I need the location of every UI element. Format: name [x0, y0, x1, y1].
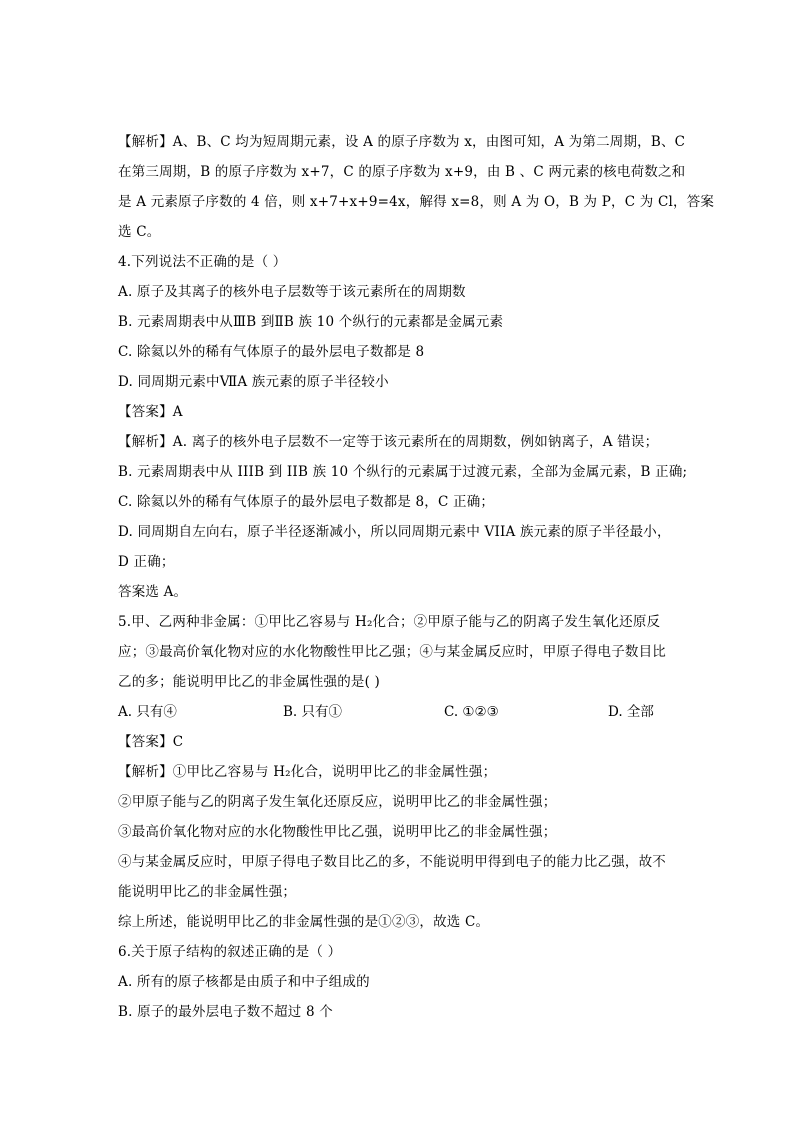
- explanation-line: D 正确；: [118, 554, 175, 570]
- option-d: D. 同周期元素中ⅦA 族元素的原子半径较小: [118, 374, 389, 390]
- explanation-line: 【解析】A、B、C 均为短周期元素，设 A 的原子序数为 x，由图可知，A 为第二周期，B、C: [118, 134, 686, 150]
- question-stem: 6.关于原子结构的叙述正确的是（ ）: [118, 944, 342, 960]
- option-a: A. 原子及其离子的核外电子层数等于该元素所在的周期数: [118, 284, 466, 300]
- explanation-line: 综上所述，能说明甲比乙的非金属性强的是①②③，故选 C。: [118, 914, 490, 930]
- explanation-line: D. 同周期自左向右，原子半径逐渐减小，所以同周期元素中 VIIA 族元素的原子半径最小，: [118, 524, 671, 540]
- question-stem: 4.下列说法不正确的是（ ）: [118, 254, 287, 270]
- question-stem: 乙的多；能说明甲比乙的非金属性强的是( ): [118, 674, 381, 690]
- answer-label: 【答案】C: [118, 734, 184, 750]
- option-b: B. 原子的最外层电子数不超过 8 个: [118, 1004, 333, 1020]
- option-a: A. 只有④: [118, 704, 177, 720]
- explanation-line: 选 C。: [118, 224, 161, 240]
- answer-label: 【答案】A: [118, 404, 183, 420]
- explanation-line: C. 除氦以外的稀有气体原子的最外层电子数都是 8，C 正确；: [118, 494, 495, 510]
- option-c: C. ①②③: [444, 704, 499, 720]
- option-c: C. 除氦以外的稀有气体原子的最外层电子数都是 8: [118, 344, 425, 360]
- option-b: B. 只有①: [283, 704, 343, 720]
- option-b: B. 元素周期表中从ⅢB 到ⅡB 族 10 个纵行的元素都是金属元素: [118, 314, 504, 330]
- question-stem: 5.甲、乙两种非金属：①甲比乙容易与 H₂化合；②甲原子能与乙的阴离子发生氧化还原反: [118, 614, 661, 630]
- explanation-line: 【解析】①甲比乙容易与 H₂化合，说明甲比乙的非金属性强；: [118, 764, 497, 780]
- explanation-line: 答案选 A。: [118, 584, 188, 600]
- option-d: D. 全部: [608, 704, 654, 720]
- explanation-line: B. 元素周期表中从 IIIB 到 IIB 族 10 个纵行的元素属于过渡元素，全部为金属元素，B 正确;: [118, 464, 688, 480]
- explanation-line: 在第三周期，B 的原子序数为 x+7，C 的原子序数为 x+9，由 B 、C 两元素的核电荷数之和: [118, 164, 686, 180]
- explanation-line: ③最高价氧化物对应的水化物酸性甲比乙强，说明甲比乙的非金属性强；: [118, 824, 557, 840]
- option-a: A. 所有的原子核都是由质子和中子组成的: [118, 974, 370, 990]
- explanation-line: 是 A 元素原子序数的 4 倍，则 x+7+x+9=4x，解得 x=8，则 A 为 O，B 为 P，C 为 Cl，答案: [118, 194, 715, 210]
- explanation-line: 【解析】A. 离子的核外电子层数不一定等于该元素所在的周期数，例如钠离子，A 错误；: [118, 434, 659, 450]
- explanation-line: 能说明甲比乙的非金属性强；: [118, 884, 297, 900]
- explanation-line: ②甲原子能与乙的阴离子发生氧化还原反应，说明甲比乙的非金属性强；: [118, 794, 557, 810]
- question-stem: 应；③最高价氧化物对应的水化物酸性甲比乙强；④与某金属反应时，甲原子得电子数目比: [118, 644, 666, 660]
- explanation-line: ④与某金属反应时，甲原子得电子数目比乙的多，不能说明甲得到电子的能力比乙强，故不: [118, 854, 666, 870]
